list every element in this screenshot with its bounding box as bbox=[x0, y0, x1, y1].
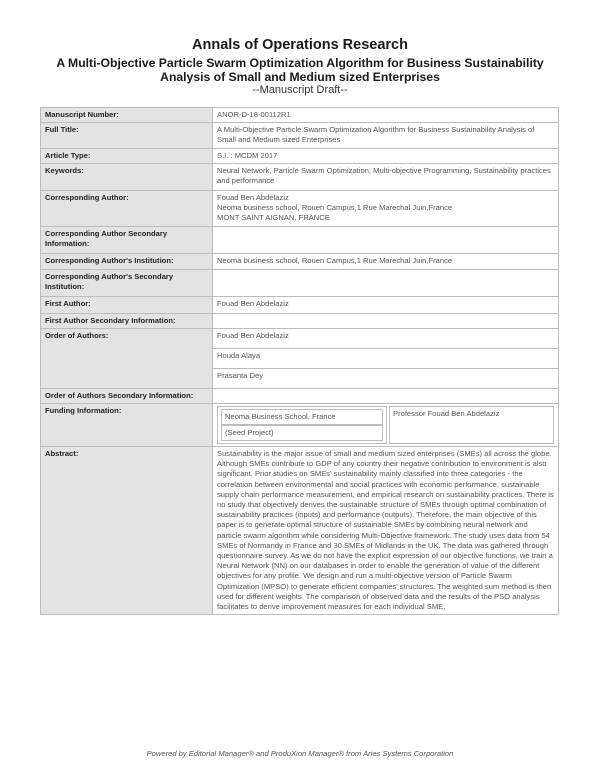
author-3: Prasanta Dey bbox=[217, 371, 264, 380]
label-first-author: First Author: bbox=[41, 297, 213, 314]
author-2: Houda Alaya bbox=[213, 349, 558, 369]
label-keywords: Keywords: bbox=[41, 164, 213, 191]
value-abstract: Sustainability is the major issue of small and medium sized enterprises (SMEs) all across the globe. Although SMEs contribute to GDP of any country their negative contribution to environment is also significant. Prior studies on SMEs' sustainability mainly classified into three categories - the correlation between environmental and social practices with economic performance, sustainable supply chain performance measurement, and empirical research on sustainability practices. There is no study that objectively derives the sustainable structure of SMEs through optimal combination of sustainability practices (inputs) and performance (outputs). Therefore, the main objective of this paper is to generate optimal structure of sustainable SMEs by combining neural network and particle swarm algorithm while considering Multi-Objective framework. The study uses data from 54 SMEs of Normandy in France and 30 SMEs of Midlands in the UK. The data was gathered through questionnaire survey. As we do not have the explicit expression of our objective functions, we train a Neural Network (NN) on our databases in order to enable the generation of value of the different objectives for any profile. We design and run a multi-objective version of Particle Swarm Optimization (MPSO) to generate efficient companies' structures. The weighted sum method is then used for different weights. The comparison of observed data and the results of the PSO analysis facilitates to derive improvement measures for each individual SME. bbox=[213, 447, 559, 615]
funding-recipient: Professor Fouad Ben Abdelaziz bbox=[389, 406, 554, 444]
corr-author-address: Neoma business school, Rouen Campus,1 Rue Marechal Juin,France bbox=[217, 203, 453, 212]
value-corr-institution: Neoma business school, Rouen Campus,1 Rue Marechal Juin,France bbox=[213, 254, 559, 270]
value-order-of-authors bbox=[213, 329, 559, 389]
title-line-2: Analysis of Small and Medium sized Enterprises bbox=[160, 70, 440, 84]
value-funding bbox=[213, 404, 559, 447]
label-manuscript-number: Manuscript Number: bbox=[41, 108, 213, 123]
label-first-author-secondary: First Author Secondary Information: bbox=[41, 314, 213, 329]
value-first-author-secondary bbox=[213, 314, 559, 329]
value-corr-secondary-info bbox=[213, 227, 559, 254]
row-first-author bbox=[41, 297, 559, 314]
funding-org-name: Neoma Business School, France bbox=[221, 409, 383, 425]
row-manuscript-number bbox=[41, 108, 559, 123]
row-keywords bbox=[41, 164, 559, 191]
label-funding: Funding Information: bbox=[41, 404, 213, 447]
row-article-type bbox=[41, 149, 559, 164]
value-corr-secondary-institution bbox=[213, 270, 559, 297]
row-abstract bbox=[41, 447, 559, 615]
label-order-secondary: Order of Authors Secondary Information: bbox=[41, 389, 213, 404]
author-1: Fouad Ben Abdelaziz bbox=[213, 329, 558, 349]
label-order-of-authors: Order of Authors: bbox=[41, 329, 213, 389]
corr-author-name: Fouad Ben Abdelaziz bbox=[217, 193, 289, 202]
label-corr-secondary-info: Corresponding Author Secondary Information: bbox=[41, 227, 213, 254]
row-order-secondary bbox=[41, 389, 559, 404]
row-corresponding-author bbox=[41, 191, 559, 227]
label-article-type: Article Type: bbox=[41, 149, 213, 164]
label-corresponding-author: Corresponding Author: bbox=[41, 191, 213, 227]
journal-name: Annals of Operations Research bbox=[192, 37, 408, 53]
value-manuscript-number: ANOR-D-18-00112R1 bbox=[213, 108, 559, 123]
row-corr-secondary-info bbox=[41, 227, 559, 254]
manuscript-info-table bbox=[40, 107, 559, 615]
row-funding bbox=[41, 404, 559, 447]
corr-author-city: MONT SAINT AIGNAN, FRANCE bbox=[217, 213, 330, 222]
row-corr-institution bbox=[41, 254, 559, 270]
label-full-title: Full Title: bbox=[41, 123, 213, 149]
manuscript-title bbox=[30, 56, 570, 84]
value-full-title: A Multi-Objective Particle Swarm Optimization Algorithm for Business Sustainability Analysis of Small and Medium sized Enterprises bbox=[213, 123, 559, 149]
title-line-1: A Multi-Objective Particle Swarm Optimization Algorithm for Business Sustainability bbox=[56, 56, 544, 70]
row-first-author-secondary bbox=[41, 314, 559, 329]
funding-table bbox=[217, 406, 554, 444]
value-article-type: S.I. : MCDM 2017 bbox=[213, 149, 559, 164]
value-corresponding-author bbox=[213, 191, 559, 227]
row-order-of-authors bbox=[41, 329, 559, 389]
label-corr-secondary-institution: Corresponding Author's Secondary Institution: bbox=[41, 270, 213, 297]
row-full-title bbox=[41, 123, 559, 149]
value-keywords: Neural Network, Particle Swarm Optimization, Multi-objective Programming, Sustainability practices and performance bbox=[213, 164, 559, 191]
label-abstract: Abstract: bbox=[41, 447, 213, 615]
value-order-secondary bbox=[213, 389, 559, 404]
funding-org-project: (Seed Project) bbox=[221, 425, 383, 441]
funding-organization bbox=[217, 406, 387, 444]
row-corr-secondary-institution bbox=[41, 270, 559, 297]
footer-powered-by: Powered by Editorial Manager® and ProduXion Manager® from Aries Systems Corporation bbox=[146, 749, 454, 758]
label-corr-institution: Corresponding Author's Institution: bbox=[41, 254, 213, 270]
value-first-author: Fouad Ben Abdelaziz bbox=[213, 297, 559, 314]
draft-label: --Manuscript Draft-- bbox=[252, 84, 348, 96]
